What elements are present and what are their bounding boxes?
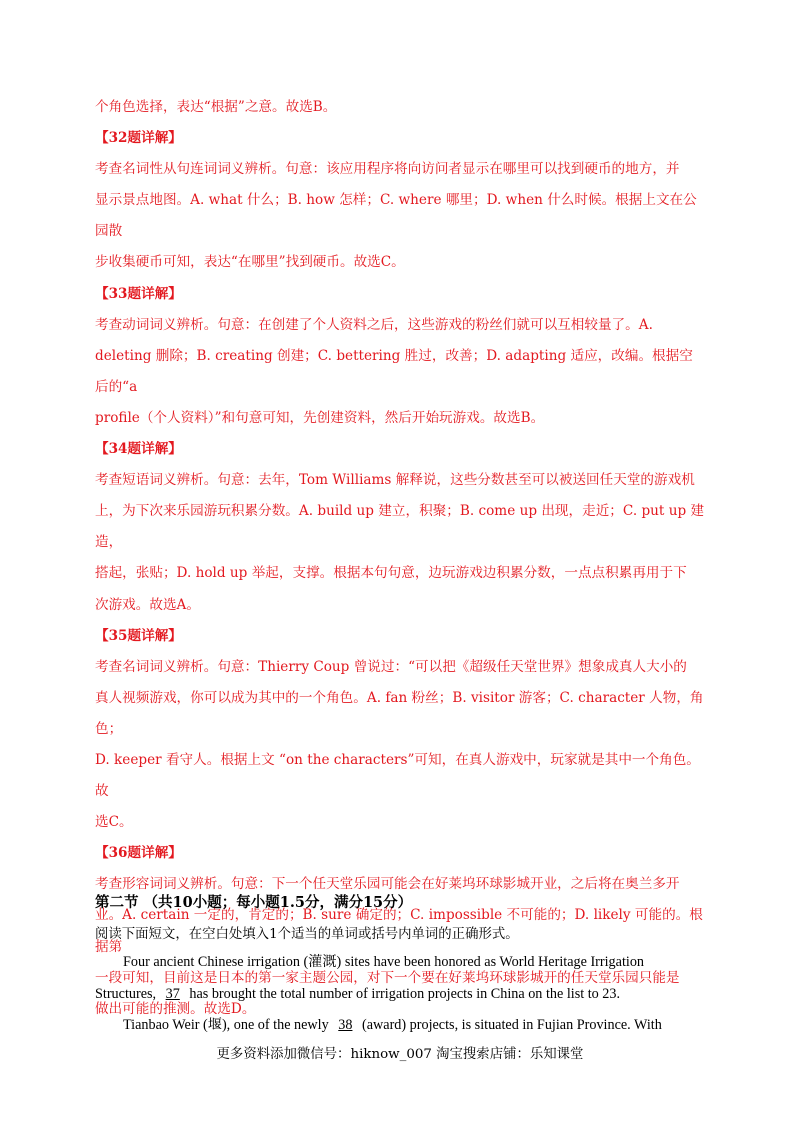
passage-text: (award) projects, is situated in Fujian Province. With bbox=[362, 1017, 662, 1033]
question-heading: 【36题详解】 bbox=[95, 845, 182, 862]
explanation-line: 做出可能的推测。故选D。 bbox=[95, 1000, 256, 1017]
explanation-line: D. keeper 看守人。根据上文 “on the characters”可知，在真人游戏中，玩家就是其中一个角色。故 bbox=[95, 751, 700, 800]
explanation-line: 业。A. certain 一定的，肯定的；B. sure 确定的；C. impossible 不可能的；D. likely 可能的。根据第 bbox=[95, 907, 703, 955]
section-title: 第二节 （共10小题；每小题1.5分，满分15分） bbox=[95, 894, 413, 911]
explanation-line: 上，为下次来乐园游玩积累分数。A. build up 建立，积聚；B. come up 出现，走近；C. put up 建造， bbox=[95, 503, 705, 551]
question-heading: 【34题详解】 bbox=[95, 441, 182, 458]
explanation-block bbox=[95, 92, 705, 1025]
explanation-line: 个角色选择，表达“根据”之意。故选B。 bbox=[95, 99, 337, 115]
passage-line-1: Four ancient Chinese irrigation (灌溉) sites have been honored as World Heritage Irrigation bbox=[123, 954, 645, 970]
passage-text: Tianbao Weir (堰), one of the newly bbox=[123, 1017, 329, 1033]
blank-38: 38 bbox=[338, 1017, 353, 1033]
explanation-line: 考查名词性从句连词词义辨析。句意：该应用程序将向访问者显示在哪里可以找到硬币的地方，并 bbox=[95, 161, 680, 178]
explanation-line: 步收集硬币可知，表达“在哪里”找到硬币。故选C。 bbox=[95, 254, 405, 271]
explanation-line: 一段可知，目前这是日本的第一家主题公园，对下一个要在好莱坞环球影城开的任天堂乐园只能是 bbox=[95, 969, 680, 986]
section-instruction: 阅读下面短文，在空白处填入1个适当的单词或括号内单词的正确形式。 bbox=[95, 927, 519, 942]
question-heading: 【35题详解】 bbox=[95, 627, 182, 644]
explanation-line: 考查短语词义辨析。句意：去年，Tom Williams 解释说，这些分数甚至可以被送回任天堂的游戏机 bbox=[95, 472, 695, 489]
passage-text: Structures, bbox=[95, 986, 157, 1002]
page-footer: 更多资料添加微信号：hiknow_007 淘宝搜索店铺：乐知课堂 bbox=[216, 1047, 584, 1062]
question-heading: 【33题详解】 bbox=[95, 285, 182, 302]
explanation-line: 选C。 bbox=[95, 814, 133, 831]
explanation-line: 考查形容词词义辨析。句意：下一个任天堂乐园可能会在好莱坞环球影城开业，之后将在奥兰多开 bbox=[95, 876, 680, 893]
passage-line-2 bbox=[95, 982, 705, 1006]
explanation-line: 真人视频游戏，你可以成为其中的一个角色。A. fan 粉丝；B. visitor 游客；C. character 人物，角色； bbox=[95, 689, 704, 737]
passage-line-3 bbox=[95, 1013, 733, 1037]
explanation-line: 搭起，张贴；D. hold up 举起，支撑。根据本句句意，边玩游戏边积累分数，一点点积累再用于下 bbox=[95, 565, 687, 582]
blank-37: 37 bbox=[165, 986, 180, 1002]
explanation-line: deleting 删除；B. creating 创建；C. bettering 胜过，改善；D. adapting 适应，改编。根据空后的“a bbox=[95, 347, 693, 395]
question-heading: 【32题详解】 bbox=[95, 130, 182, 147]
explanation-line: profile（个人资料）”和句意可知，先创建资料，然后开始玩游戏。故选B。 bbox=[95, 409, 545, 426]
passage-text: has brought the total number of irrigation projects in China on the list to 23. bbox=[189, 986, 621, 1002]
explanation-line: 显示景点地图。A. what 什么；B. how 怎样；C. where 哪里；D. when 什么时候。根据上文在公园散 bbox=[95, 192, 697, 240]
explanation-line: 考查动词词义辨析。句意：在创建了个人资料之后，这些游戏的粉丝们就可以互相较量了。A. bbox=[95, 316, 653, 333]
explanation-line: 次游戏。故选A。 bbox=[95, 596, 200, 613]
explanation-line: 考查名词词义辨析。句意：Thierry Coup 曾说过：“可以把《超级任天堂世界》想象成真人大小的 bbox=[95, 658, 687, 675]
